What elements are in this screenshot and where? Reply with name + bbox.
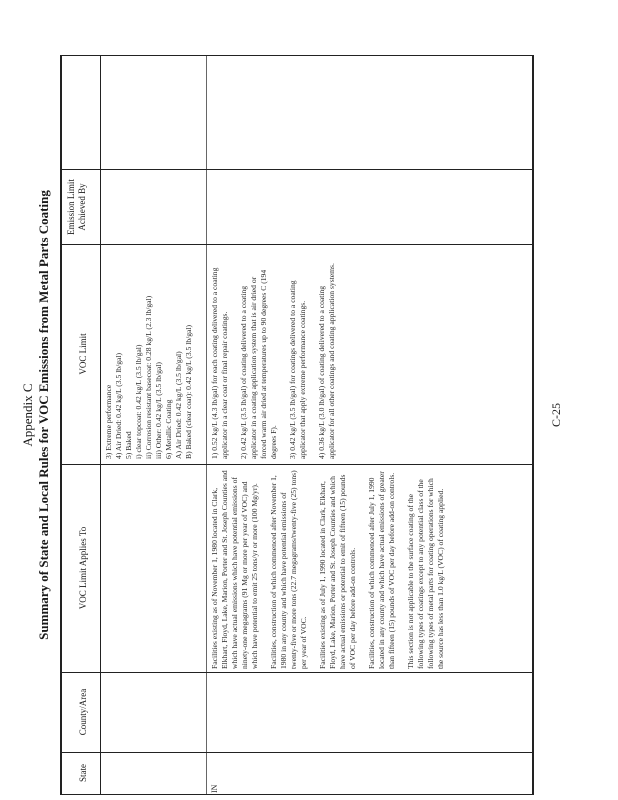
state-cell: IN xyxy=(210,784,219,793)
table-right-rule xyxy=(60,55,533,56)
col-divider-state xyxy=(60,752,533,753)
list-item: 3) Extreme performance xyxy=(104,384,113,459)
list-item: 6) Metallic Coating xyxy=(164,399,173,459)
list-item: 4) Air Dried: 0.42 kg/L (3.5 lb/gal) xyxy=(114,352,123,459)
continuation-limits xyxy=(104,247,194,459)
table-top-rule xyxy=(60,55,62,795)
limit-cell xyxy=(210,259,346,459)
list-item: ii) Corrosion resistant basecoat: 0.28 kg/L (2.3 lb/gal) xyxy=(144,295,153,459)
document-page xyxy=(14,35,604,795)
applies-cell xyxy=(210,469,455,669)
applicability-paragraph: Facilities, construction of which commenced after July 1, 1990 located in any county and which have actual emissions of greater than fifteen (15) pounds of VOC per day before add-on controls. xyxy=(367,471,396,669)
table-bottom-rule xyxy=(532,55,534,795)
row-divider xyxy=(206,55,207,795)
header-applies: VOC Limit Applies To xyxy=(78,526,88,610)
header-limit: VOC Limit xyxy=(78,333,88,375)
list-item: iii) Other: 0.42 kg/L (3.5 lb/gal) xyxy=(154,362,163,459)
applicability-paragraph: Facilities existing as of November 1, 1980 located in Clark, Elkhart, Floyd, Lake, Marion, Porter and St. Joseph Counties and which have actual emissions which have potential emissions of ninety-one megagrams (91 Mg or more per year of VOC) and which have potential to emit 25 tons/yr or more (100 Mg/yr). xyxy=(210,470,259,669)
col-divider-applies xyxy=(60,464,533,465)
list-item: i) clear topcoat: 0.42 kg/L (3.5 lb/gal) xyxy=(134,344,143,459)
list-item: B) Baked (clear coat): 0.42 kg/L (3.5 lb/gal) xyxy=(184,324,193,459)
appendix-label: Appendix C xyxy=(20,383,35,447)
limit-paragraph: 3) 0.42 kg/L (3.5 lb/gal) for coatings delivered to a coating applicator that apply extreme performance coatings. xyxy=(288,280,307,459)
header-county: County/Area xyxy=(78,688,88,736)
list-item: A) Air Dried: 0.42 kg/L (3.5 lb/gal) xyxy=(174,351,183,459)
limit-paragraph: 2) 0.42 kg/L (3.5 lb/gal) of coating delivered to a coating applicator in a coating application system that is air dried or forced warm air dried at temperatures up to 90 degrees C (194 degrees F). xyxy=(239,269,278,459)
col-divider-achieved xyxy=(60,169,533,170)
table-left-rule xyxy=(60,794,533,795)
page-number: C-25 xyxy=(549,403,563,427)
col-divider-limit xyxy=(60,244,533,245)
page-title: Summary of State and Local Rules for VOC Emissions from Metal Parts Coating xyxy=(36,190,51,640)
header-state: State xyxy=(78,764,88,782)
list-item: 5) Baked xyxy=(124,431,133,459)
applicability-paragraph: Facilities, construction of which commenced after November 1, 1980 in any county and which have potential emissions of twenty-five or more tons (22.7 megagrams/twenty-five (25) tons) per year of VOC. xyxy=(269,470,308,669)
applicability-paragraph: This section is not applicable to the surface coating of the following types of coatings except to any potential class of the following types of metal parts for coating operations for which the source has less than 1.0 kg/L (VOC) of coating applied. xyxy=(406,478,445,669)
applicability-paragraph: Facilities existing as of July 1, 1990 located in Clark, Elkhart, Floyd, Lake, Marion, Porter and St. Joseph Counties and which have actual emissions or potential to emit of fifteen (15) pounds of VOC per day before add-on controls. xyxy=(318,474,357,669)
limit-paragraph: 4) 0.36 kg/L (3.0 lb/gal) of coating delivered to a coating applicator for all other coatings and coating application systems. xyxy=(317,263,336,459)
limit-paragraph: 1) 0.52 kg/L (4.3 lb/gal) for each coating delivered to a coating applicator in a clear coat or final repair coatings. xyxy=(210,267,229,459)
voc-rules-table xyxy=(60,55,534,795)
header-bottom-rule xyxy=(100,55,101,795)
header-achieved: Emission Limit Achieved By xyxy=(66,179,87,235)
col-divider-county xyxy=(60,672,533,673)
